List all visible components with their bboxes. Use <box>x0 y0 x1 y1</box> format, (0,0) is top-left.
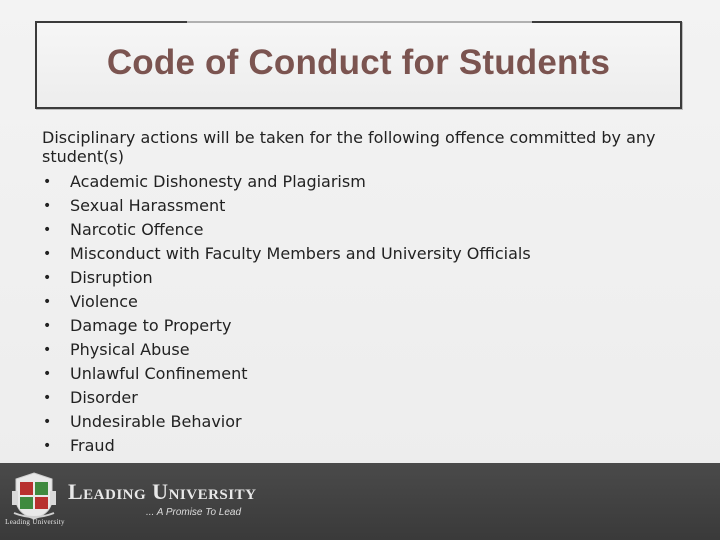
offence-label: Violence <box>70 292 138 311</box>
list-item <box>42 170 692 194</box>
bullet-icon: • <box>43 342 52 358</box>
offence-label: Fraud <box>70 436 115 455</box>
bullet-icon: • <box>43 366 52 382</box>
bullet-icon: • <box>43 438 52 454</box>
slide-body <box>42 128 692 458</box>
offence-label: Undesirable Behavior <box>70 412 242 431</box>
list-item <box>42 362 692 386</box>
bullet-icon: • <box>43 222 52 238</box>
intro-text: Disciplinary actions will be taken for the following offence committed by any student(s) <box>42 128 656 166</box>
offence-label: Sexual Harassment <box>70 196 226 215</box>
bullet-icon: • <box>43 174 52 190</box>
list-item <box>42 410 692 434</box>
bullet-icon: • <box>43 198 52 214</box>
offence-label: Disruption <box>70 268 153 287</box>
bullet-icon: • <box>43 270 52 286</box>
university-name: Leading University <box>68 479 257 504</box>
slide-title: Code of Conduct for Students <box>106 43 611 82</box>
list-item <box>42 218 692 242</box>
bullet-icon: • <box>43 294 52 310</box>
list-item <box>42 266 692 290</box>
offence-label: Misconduct with Faculty Members and University Officials <box>70 244 531 263</box>
bullet-icon: • <box>43 318 52 334</box>
bullet-icon: • <box>43 414 52 430</box>
offence-label: Academic Dishonesty and Plagiarism <box>70 172 366 191</box>
title-box <box>35 21 682 109</box>
list-item <box>42 194 692 218</box>
offence-label: Physical Abuse <box>70 340 190 359</box>
footer-bar <box>0 463 720 540</box>
list-item <box>42 338 692 362</box>
offence-list <box>42 170 692 458</box>
list-item <box>42 314 692 338</box>
offence-label: Unlawful Confinement <box>70 364 248 383</box>
bullet-icon: • <box>43 390 52 406</box>
list-item <box>42 242 692 266</box>
bullet-icon: • <box>43 246 52 262</box>
university-tagline: ... A Promise To Lead <box>146 507 242 518</box>
list-item <box>42 434 692 458</box>
crest-emblem-icon <box>6 469 62 523</box>
offence-label: Disorder <box>70 388 138 407</box>
offence-label: Narcotic Offence <box>70 220 204 239</box>
list-item <box>42 290 692 314</box>
list-item <box>42 386 692 410</box>
offence-label: Damage to Property <box>70 316 232 335</box>
crest-caption: Leading University <box>5 518 65 526</box>
